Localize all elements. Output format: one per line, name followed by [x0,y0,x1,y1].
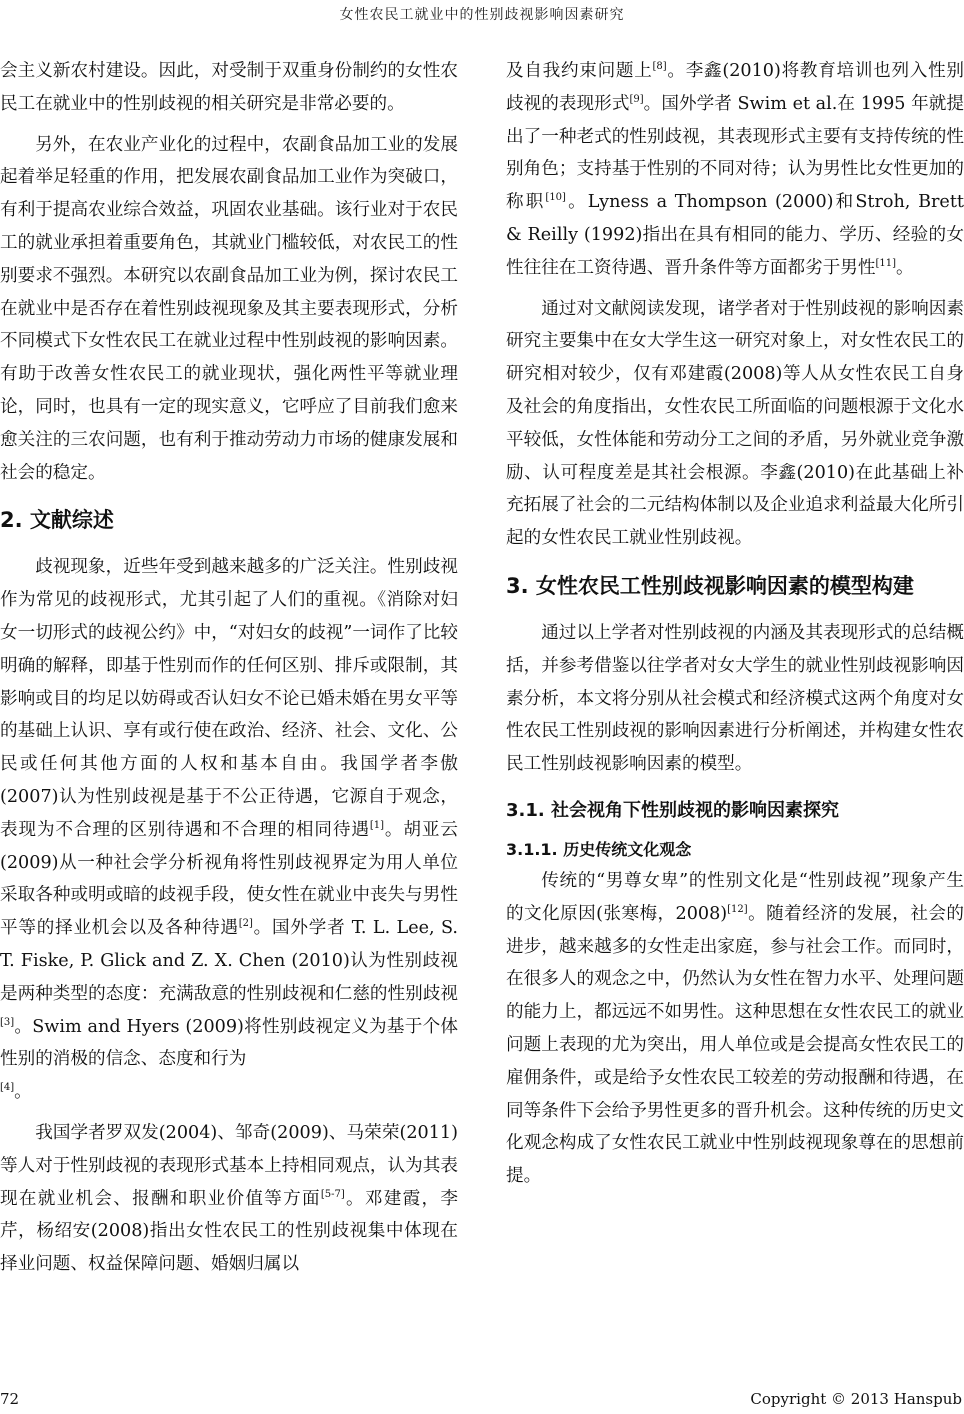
paragraph [0,1117,458,1281]
text: 。Swim and Hyers (2009)将性别歧视定义为基于个体性别的消极的信念、态度和行为 [0,1016,458,1070]
text: 歧视现象，近些年受到越来越多的广泛关注。性别歧视作为常见的歧视形式，尤其引起了人们的重视。《消除对妇女一切形式的歧视公约》中，“对妇女的歧视”一词作了比较明确的解释，即基于性别而作的任何区别、排斥或限制，其影响或目的均足以妨碍或否认妇女不论已婚未婚在男女平等的基础上认识、享有或行使在政治、经济、社会、文化、公民或任何其他方面的人权和基本自由。我国学者李傲(2007)认为性别歧视是基于不公正待遇，它源自于观念，表现为不合理的区别待遇和不合理的相同待遇 [0,557,458,840]
text: 。邓建霞，李芹，杨绍安(2008)指出女性农民工的性别歧视集中体现在择业问题、权益保障问题、婚姻归属以 [0,1188,458,1275]
text: 传统的“男尊女卑”的性别文化是“性别歧视”现象产生的文化原因(张寒梅，2008) [506,870,964,924]
citation: [11] [875,257,897,269]
text: 。国外学者 T. L. Lee, S. T. Fiske, P. Glick and Z. X. Chen (2010)认为性别歧视是两种类型的态度：充满敌意的性别歧视和仁慈的性别歧视 [0,918,458,1004]
copyright-notice: Copyright © 2013 Hanspub [750,1390,962,1408]
text: 。胡亚云(2009)从一种社会学分析视角将性别歧视界定为用人单位采取各种或明或暗的歧视手段，使女性在就业中丧失与男性平等的择业机会以及各种待遇 [0,819,458,939]
paragraph: 会主义新农村建设。因此，对受制于双重身份制约的女性农民工在就业中的性别歧视的相关研究是非常必要的。 [0,61,458,114]
citation: [8] [652,61,667,72]
text: 我国学者罗双发(2004)、邹奇(2009)、马荣荣(2011)等人对于性别歧视的表现形式基本上持相同观点，认为其表现在就业机会、报酬和职业价值等方面 [0,1122,458,1209]
subsubsection-heading: 3.1.1. 历史传统文化观念 [506,839,692,859]
paragraph [0,551,458,1109]
section-heading: 2. 文献综述 [0,508,114,533]
text: 。李鑫(2010)将教育培训也列入性别歧视的表现形式 [506,61,964,114]
citation: [3] [0,1016,15,1028]
citation: [12] [727,903,748,915]
running-header: 女性农民工就业中的性别歧视影响因素研究 [339,7,625,23]
text: 。Lyness a Thompson (2000)和Stroh, Brett & Reilly (1992)指出在具有相同的能力、学历、经验的女性往往在工资待遇、晋升条件等方面都劣于男性 [506,192,964,278]
citation: [2] [238,918,253,930]
citation: [1] [369,819,385,831]
section-heading: 3. 女性农民工性别歧视影响因素的模型构建 [506,573,914,598]
right-column [506,55,964,1193]
paragraph: 通过对文献阅读发现，诸学者对于性别歧视的影响因素研究主要集中在女大学生这一研究对象上，对女性农民工的研究相对较少，仅有邓建霞(2008)等人从女性农民工自身及社会的角度指出，女性农民工所面临的问题根源于文化水平较低，女性体能和劳动分工之间的矛盾，另外就业竞争激励、认可程度差是其社会根源。李鑫(2010)在此基础上补充拓展了社会的二元结构体制以及企业追求利益最大化所引起的女性农民工就业性别歧视。 [506,298,964,549]
citation: [10] [545,192,566,204]
left-column [0,55,458,1281]
citation: [5-7] [320,1188,345,1200]
citation: [4] [0,1082,15,1094]
paragraph: 通过以上学者对性别歧视的内涵及其表现形式的总结概括，并参考借鉴以往学者对女大学生的就业性别歧视影响因素分析，本文将分别从社会模式和经济模式这两个角度对女性农民工性别歧视的影响因素进行分析阐述，并构建女性农民工性别歧视影响因素的模型。 [506,622,964,775]
paragraph [506,55,964,285]
paragraph: 另外，在农业产业化的过程中，农副食品加工业的发展起着举足轻重的作用，把发展农副食品加工业作为突破口，有利于提高农业综合效益，巩固农业基础。该行业对于农民工的就业承担着重要角色，其就业门槛较低，对农民工的性别要求不强烈。本研究以农副食品加工业为例，探讨农民工在就业中是否存在着性别歧视现象及其主要表现形式，分析不同模式下女性农民工在就业过程中性别歧视的影响因素。有助于改善女性农民工的就业现状，强化两性平等就业理论，同时，也具有一定的现实意义，它呼应了目前我们愈来愈关注的三农问题，也有利于推动劳动力市场的健康发展和社会的稳定。 [0,134,458,483]
text: 。随着经济的发展，社会的进步，越来越多的女性走出家庭，参与社会工作。而同时，在很多人的观念之中，仍然认为女性在智力水平、处理问题的能力上，都远远不如男性。这种思想在女性农民工的就业问题上表现的尤为突出，用人单位或是会提高女性农民工的雇佣条件，或是给予女性农民工较差的劳动报酬和待遇，在同等条件下会给予男性更多的晋升机会。这种传统的历史文化观念构成了女性农民工就业中性别歧视现象尊在的思想前提。 [506,903,964,1187]
text: 。 [14,1082,32,1103]
text: 。 [896,257,914,278]
citation: [9] [629,93,644,105]
subsection-heading: 3.1. 社会视角下性别歧视的影响因素探究 [506,799,839,821]
paragraph [506,865,964,1193]
text: 及自我约束问题上 [506,61,653,81]
text: 。国外学者 Swim et al.在 1995 年就提出了一种老式的性别歧视，其表现形式主要有支持传统的性别角色；支持基于性别的不同对待；认为男性比女性更加的称职 [506,93,964,213]
page-number: 72 [0,1390,20,1408]
